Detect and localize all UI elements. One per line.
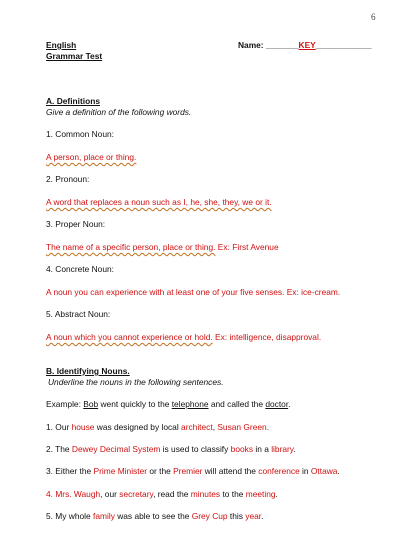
noun-highlight: minutes bbox=[190, 489, 221, 499]
noun-highlight: Ottawa bbox=[310, 466, 338, 476]
sentence-4 bbox=[46, 489, 278, 499]
noun-highlight: Dewey Decimal System bbox=[71, 444, 161, 454]
name-label: Name: _______ bbox=[238, 40, 299, 50]
section-a-title: A. Definitions bbox=[46, 96, 100, 106]
answer-2-text: A word that replaces a noun such as I, he, she, they, we or it. bbox=[46, 197, 272, 207]
sentence-text: , read the bbox=[153, 489, 191, 499]
noun-highlight: Premier bbox=[173, 466, 203, 476]
noun-highlight: year bbox=[245, 511, 262, 521]
noun-highlight: books bbox=[230, 444, 254, 454]
sentence-text: 5. My whole bbox=[46, 511, 94, 521]
answer-4-text: A noun you can experience with at least one of your five senses. bbox=[46, 287, 285, 297]
answer-5-example: Ex: intelligence, disapproval. bbox=[212, 332, 322, 342]
sentence-text: . bbox=[293, 444, 296, 454]
answer-4-example: Ex: ice-cream. bbox=[284, 287, 341, 297]
noun-highlight: family bbox=[93, 511, 115, 521]
noun-highlight: library bbox=[271, 444, 294, 454]
question-5: 5. Abstract Noun: bbox=[46, 309, 111, 319]
sentence-text: in bbox=[299, 466, 311, 476]
page-number: 6 bbox=[371, 12, 376, 22]
noun-highlight: Grey Cup bbox=[191, 511, 228, 521]
sentence-text: was designed by local bbox=[94, 422, 182, 432]
example-noun-bob: Bob bbox=[83, 399, 99, 409]
answer-3-text: The name of a specific person, place or thing. bbox=[46, 242, 216, 252]
example-text-2: went quickly to the bbox=[98, 399, 172, 409]
noun-highlight: architect bbox=[181, 422, 213, 432]
name-line bbox=[238, 40, 372, 50]
sentence-text: in a bbox=[253, 444, 272, 454]
noun-highlight: secretary bbox=[119, 489, 154, 499]
noun-highlight: house bbox=[71, 422, 95, 432]
noun-highlight: Susan Green bbox=[217, 422, 267, 432]
sentence-text: or the bbox=[147, 466, 174, 476]
question-2: 2. Pronoun: bbox=[46, 174, 90, 184]
name-line-tail: ____________ bbox=[315, 40, 372, 50]
sentence-text: 2. The bbox=[46, 444, 72, 454]
noun-highlight: meeting bbox=[245, 489, 276, 499]
answer-1-text: A person, place or thing. bbox=[46, 152, 137, 162]
example-text-4: . bbox=[288, 399, 291, 409]
section-b-title: B. Identifying Nouns. bbox=[46, 366, 130, 376]
example-noun-doctor: doctor bbox=[265, 399, 289, 409]
sentence-text: 1. Our bbox=[46, 422, 72, 432]
answer-3 bbox=[46, 242, 279, 252]
test-title: Grammar Test bbox=[46, 51, 103, 61]
answer-2 bbox=[46, 197, 272, 207]
example-sentence bbox=[46, 399, 290, 409]
answer-1 bbox=[46, 152, 136, 162]
answer-4 bbox=[46, 287, 340, 297]
sentence-text: is used to classify bbox=[160, 444, 231, 454]
sentence-text: . bbox=[337, 466, 340, 476]
question-3: 3. Proper Noun: bbox=[46, 219, 106, 229]
noun-highlight: Mrs. Waugh bbox=[55, 489, 101, 499]
sentence-1 bbox=[46, 422, 269, 432]
example-noun-telephone: telephone bbox=[171, 399, 209, 409]
sentence-text: 3. Either the bbox=[46, 466, 94, 476]
question-1: 1. Common Noun: bbox=[46, 129, 114, 139]
name-key: KEY bbox=[298, 40, 316, 50]
sentence-text: was able to see the bbox=[114, 511, 192, 521]
sentence-text: to the bbox=[220, 489, 246, 499]
noun-highlight: 4. bbox=[46, 489, 56, 499]
sentence-text: this bbox=[227, 511, 246, 521]
answer-3-example: Ex: First Avenue bbox=[215, 242, 279, 252]
sentence-2 bbox=[46, 444, 296, 454]
sentence-text: , bbox=[212, 422, 218, 432]
sentence-text: , our bbox=[100, 489, 120, 499]
sentence-text: . bbox=[266, 422, 270, 432]
section-a-instruction: Give a definition of the following words. bbox=[46, 107, 192, 117]
subject-heading: English bbox=[46, 40, 77, 50]
example-text-3: and called the bbox=[208, 399, 266, 409]
sentence-3 bbox=[46, 466, 340, 476]
answer-5 bbox=[46, 332, 321, 342]
sentence-text: will attend the bbox=[202, 466, 259, 476]
example-prefix: Example: bbox=[46, 399, 84, 409]
sentence-5 bbox=[46, 511, 263, 521]
answer-5-text: A noun which you cannot experience or hold. bbox=[46, 332, 213, 342]
noun-highlight: conference bbox=[258, 466, 300, 476]
section-b-instruction: Underline the nouns in the following sentences. bbox=[48, 377, 224, 387]
sentence-text: . bbox=[261, 511, 264, 521]
question-4: 4. Concrete Noun: bbox=[46, 264, 114, 274]
sentence-text: . bbox=[275, 489, 278, 499]
noun-highlight: Prime Minister bbox=[93, 466, 148, 476]
